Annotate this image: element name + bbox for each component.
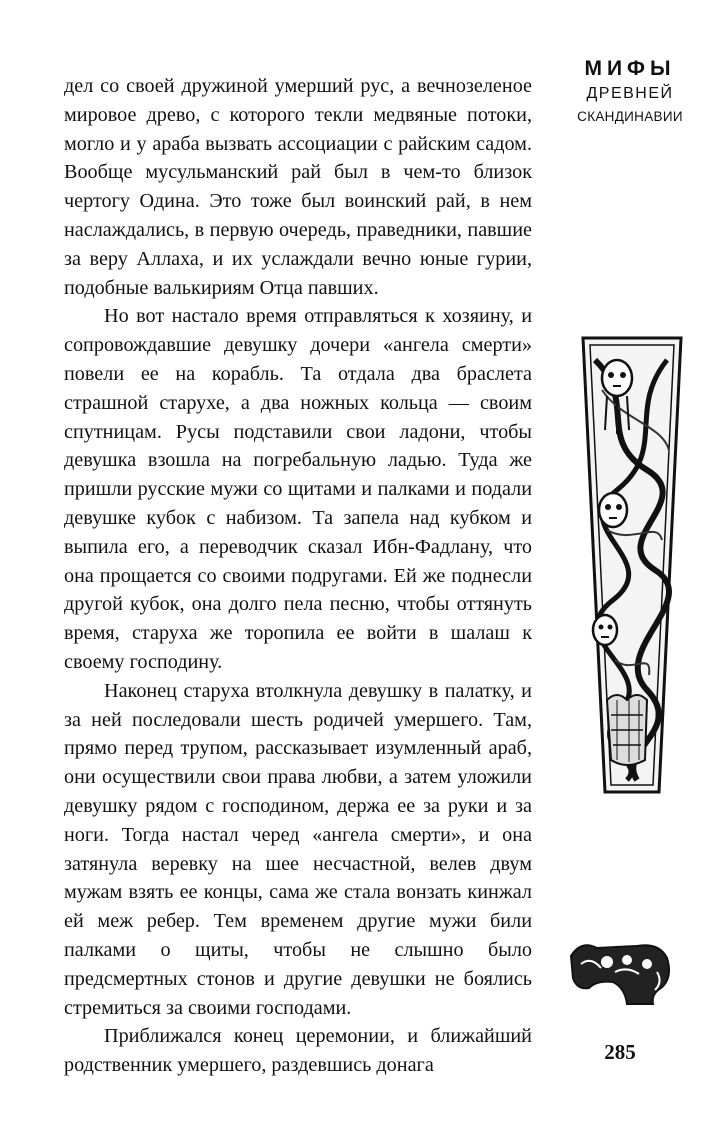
header-subtitle-1: ДРЕВНЕЙ: [586, 85, 674, 102]
page-number: 285: [604, 1040, 636, 1064]
header-subtitle-2: СКАНДИНАВИИ: [577, 109, 683, 124]
paragraph-4: Приближался конец церемонии, и ближайший родственник умершего, раздевшись донага: [64, 1025, 532, 1077]
paragraph-1: дел со своей дружиной умерший рус, а вечнозеленое мировое древо, с которого текли медвяные потоки, могло и у араба вызвать ассоциации с райским садом. Вообще мусульманский рай был в чем-то близок чертогу Одина. Это тоже был воинский рай, в нем наслаждались, в первую очередь, праведники, павшие за веру Аллаха, и их услаждали вечно юные гурии, подобные валькириям Отца павших.: [64, 75, 532, 299]
header-title: МИФЫ: [584, 57, 676, 80]
carved-panel-illustration: [577, 330, 687, 800]
paragraph-3: Наконец старуха втолкнула девушку в палатку, и за ней последовали шесть родичей умершего. Там, прямо перед трупом, рассказывает изумленный араб, они осуществили свои права любви, а затем уложили девушку рядом с господином, держа ее за руки и за ноги. Тогда настал черед «ангела смерти», и она затянула веревку на шее несчастной, велев двум мужам взять ее концы, сама же стала вонзать кинжал ей меж ребер. Тем временем другие мужи били палками о щиты, чтобы не слышно было предсмертных стонов и другие девушки не боялись стремиться за своими господами.: [64, 679, 532, 1019]
running-header: [560, 56, 700, 128]
body-text: [64, 72, 532, 1080]
face-figure-2: [599, 493, 627, 527]
gripping-beast-ornament: [567, 938, 677, 1008]
paragraph-2: Но вот настало время отправляться к хозяину, и сопровождавшие девушку дочери «ангела смерти» повели ее на корабль. Та отдала два браслета страшной старухе, а два ножных кольца — своим спутницам. Русы подставили свои ладони, чтобы девушка взошла на погребальную ладью. Туда же пришли русские мужи со щитами и палками и подали девушке кубок с набизом. Та запела над кубком и выпила его, а переводчик сказал Ибн-Фадлану, что она прощается со своими подругами. Ей же поднесли другой кубок, она долго пела песню, чтобы оттянуть время, старуха же торопила ее войти в шалаш к своему господину.: [64, 305, 532, 673]
face-figure-3: [593, 615, 617, 645]
